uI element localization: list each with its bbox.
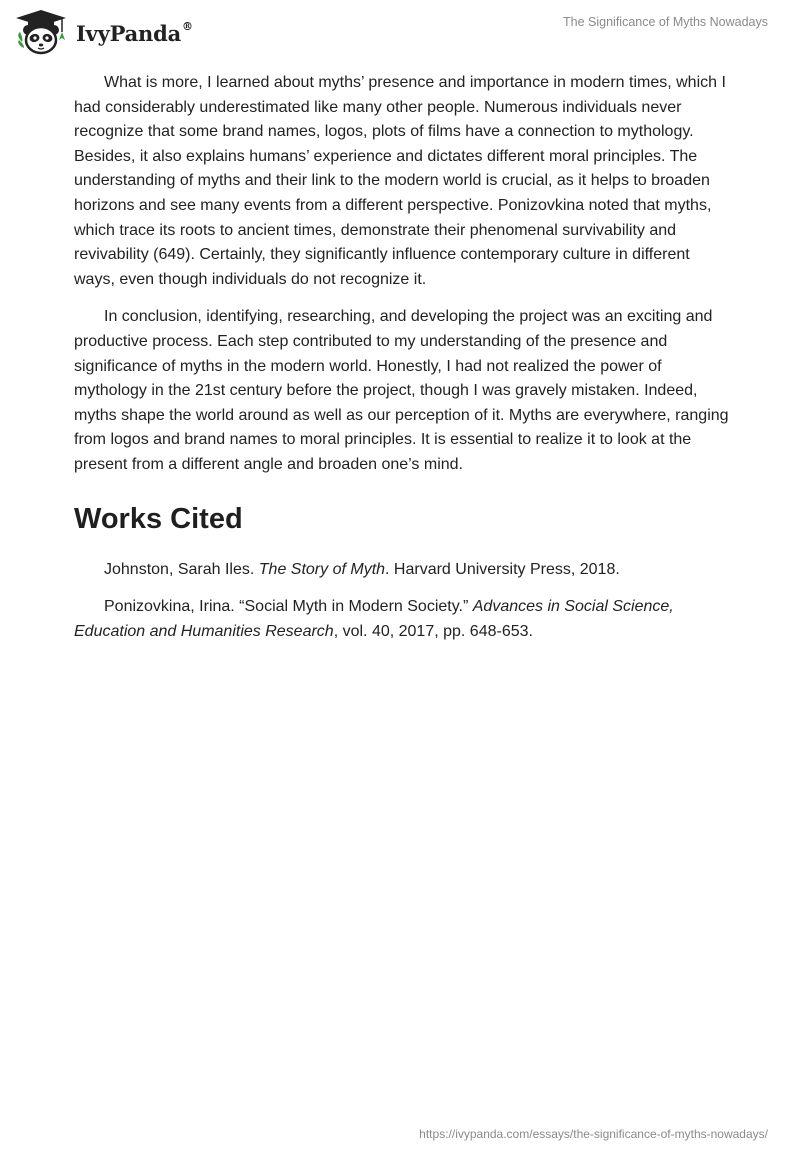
works-cited-heading: Works Cited — [74, 502, 243, 535]
citation-publication: , vol. 40, 2017, pp. 648-653. — [333, 622, 533, 640]
page-header — [0, 0, 800, 60]
citation-journal: Advances in Social Science, Education and Humanities Research — [74, 598, 674, 640]
citation-entry-1 — [74, 558, 734, 583]
citation-title: The Story of Myth — [258, 560, 386, 578]
body-paragraph-1: What is more, I learned about myths’ presence and importance in modern times, which I had considerably underestimated like many other people. Numerous individuals never recognize that some brand names, logos, plots of films have a connection to mythology. Besides, it also explains humans’ experience and dictates different moral principles. The understanding of myths and their link to the modern world is crucial, as it helps to broaden horizons and see many events from a different perspective. Ponizovkina noted that myths, which trace its roots to ancient times, demonstrate their phenomenal survivability and revivability (649). Certainly, they significantly influence contemporary culture in different ways, even though individuals do not recognize it. — [74, 74, 726, 288]
citation-publication: . Harvard University Press, 2018. — [385, 560, 620, 578]
citation-author: Ponizovkina, Irina. “Social Myth in Modern Society.” — [104, 598, 473, 616]
essay-content — [74, 71, 734, 657]
body-paragraph-2: In conclusion, identifying, researching, and developing the project was an exciting and productive process. Each step contributed to my understanding of the presence and significance of myths in the modern world. Honestly, I had not realized the power of mythology in the 21st century before the project, though I was gravely mistaken. Indeed, myths shape the world around as well as our perception of it. Myths are everywhere, ranging from logos and brand names to moral principles. It is essential to realize it to look at the present from a different angle and broaden one’s mind. — [74, 308, 729, 473]
registered-mark: ® — [182, 19, 193, 33]
brand-name-text: IvyPanda — [76, 20, 182, 46]
source-url[interactable]: https://ivypanda.com/essays/the-significance-of-myths-nowadays/ — [419, 1127, 768, 1141]
brand-name — [76, 21, 193, 46]
panda-graduate-icon — [12, 8, 70, 56]
document-title: The Significance of Myths Nowadays — [563, 15, 768, 29]
ivypanda-logo[interactable] — [12, 8, 193, 56]
citation-entry-2 — [74, 595, 734, 644]
citation-author: Johnston, Sarah Iles. — [104, 560, 259, 578]
